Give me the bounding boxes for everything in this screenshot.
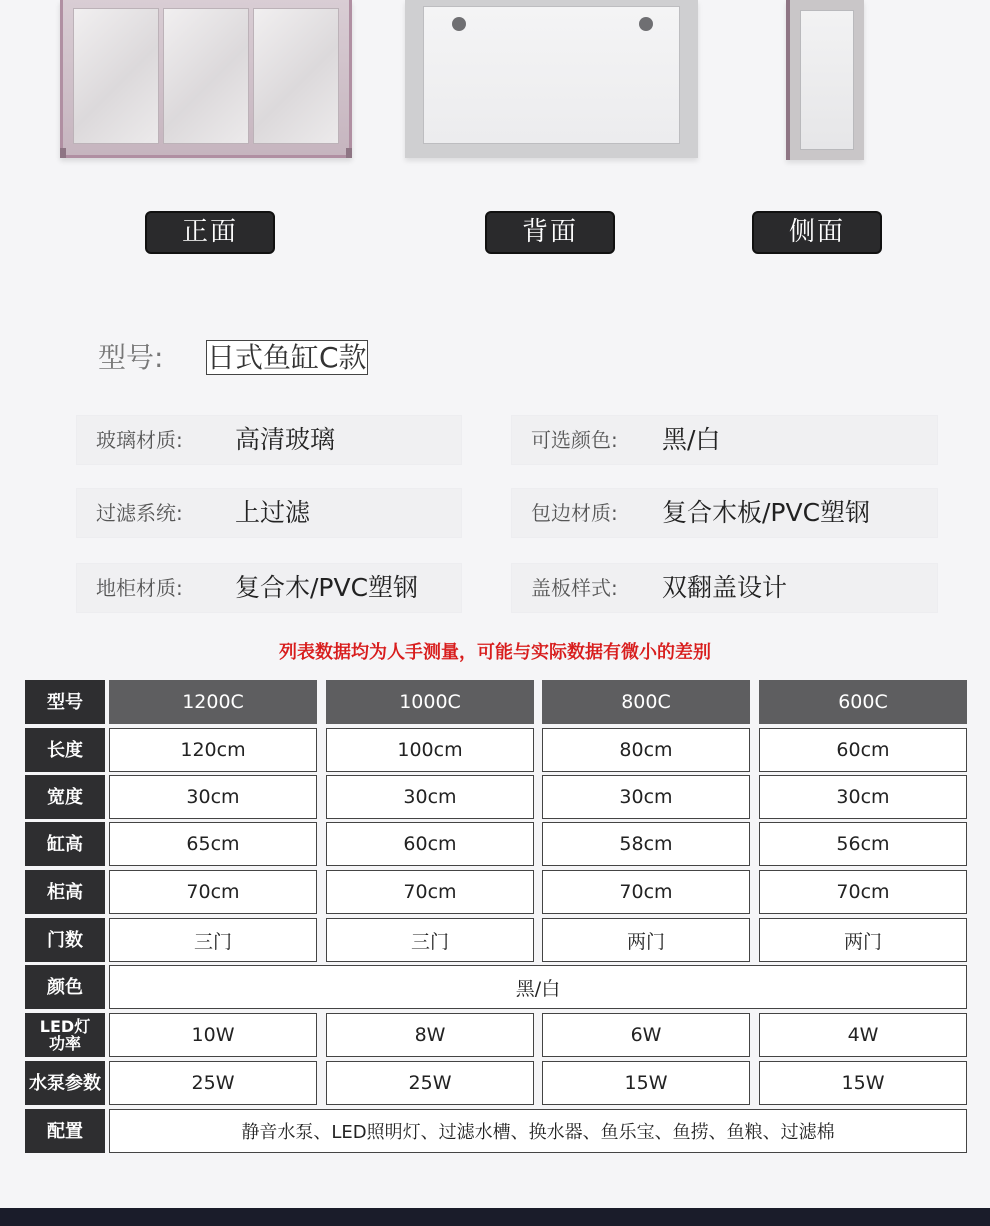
table-span-cell: 黑/白 bbox=[109, 965, 967, 1009]
back-view-image bbox=[405, 0, 698, 158]
spec-key: 过滤系统: bbox=[96, 501, 183, 525]
table-column-header: 800C bbox=[542, 680, 750, 724]
table-row-label: 配置 bbox=[25, 1109, 105, 1153]
table-row-label: 门数 bbox=[25, 918, 105, 962]
table-row-label: 缸高 bbox=[25, 822, 105, 866]
spec-value: 复合木/PVC塑钢 bbox=[235, 573, 419, 602]
table-cell: 70cm bbox=[759, 870, 967, 914]
side-panel bbox=[800, 10, 854, 150]
table-cell: 30cm bbox=[542, 775, 750, 819]
back-view-label: 背面 bbox=[485, 211, 615, 254]
table-row-label: 水泵参数 bbox=[25, 1061, 105, 1105]
model-key: 型号: bbox=[98, 341, 164, 374]
cable-hole bbox=[452, 17, 466, 31]
table-cell: 30cm bbox=[759, 775, 967, 819]
table-cell: 65cm bbox=[109, 822, 317, 866]
table-cell: 80cm bbox=[542, 728, 750, 772]
spec-item bbox=[77, 416, 461, 464]
table-cell: 60cm bbox=[759, 728, 967, 772]
table-cell: 70cm bbox=[542, 870, 750, 914]
table-cell: 58cm bbox=[542, 822, 750, 866]
table-cell: 70cm bbox=[326, 870, 534, 914]
spec-item bbox=[512, 416, 937, 464]
table-column-header: 600C bbox=[759, 680, 967, 724]
table-row-label: LED灯 功率 bbox=[25, 1013, 105, 1057]
spec-key: 可选颜色: bbox=[531, 428, 618, 452]
table-cell: 30cm bbox=[109, 775, 317, 819]
table-cell: 25W bbox=[326, 1061, 534, 1105]
table-cell: 8W bbox=[326, 1013, 534, 1057]
front-view-label: 正面 bbox=[145, 211, 275, 254]
bottom-bar bbox=[0, 1208, 990, 1226]
table-cell: 三门 bbox=[109, 918, 317, 962]
table-cell: 三门 bbox=[326, 918, 534, 962]
cabinet-leg bbox=[60, 148, 66, 158]
table-cell: 10W bbox=[109, 1013, 317, 1057]
spec-value: 复合木板/PVC塑钢 bbox=[662, 498, 871, 527]
model-value: 日式鱼缸C款 bbox=[207, 341, 367, 374]
spec-value: 黑/白 bbox=[662, 425, 721, 454]
spec-value: 双翻盖设计 bbox=[662, 573, 788, 602]
spec-item bbox=[512, 564, 937, 612]
side-view-label: 侧面 bbox=[752, 211, 882, 254]
measurement-note: 列表数据均为人手测量，可能与实际数据有微小的差别 bbox=[279, 642, 711, 663]
table-cell: 56cm bbox=[759, 822, 967, 866]
cable-hole bbox=[639, 17, 653, 31]
cabinet-door bbox=[253, 8, 339, 144]
cabinet-door bbox=[163, 8, 249, 144]
table-column-header: 1000C bbox=[326, 680, 534, 724]
model-line bbox=[98, 336, 368, 376]
table-row-label: 颜色 bbox=[25, 965, 105, 1009]
side-view-image bbox=[786, 0, 864, 160]
table-span-cell: 静音水泵、LED照明灯、过滤水槽、换水器、鱼乐宝、鱼捞、鱼粮、过滤棉 bbox=[109, 1109, 967, 1153]
table-cell: 25W bbox=[109, 1061, 317, 1105]
table-header-label: 型号 bbox=[25, 680, 105, 724]
table-cell: 120cm bbox=[109, 728, 317, 772]
table-row-label: 宽度 bbox=[25, 775, 105, 819]
spec-key: 包边材质: bbox=[531, 501, 618, 525]
front-view-image bbox=[60, 0, 352, 158]
table-cell: 70cm bbox=[109, 870, 317, 914]
table-column-header: 1200C bbox=[109, 680, 317, 724]
spec-item bbox=[512, 489, 937, 537]
table-cell: 15W bbox=[759, 1061, 967, 1105]
table-cell: 两门 bbox=[759, 918, 967, 962]
table-cell: 4W bbox=[759, 1013, 967, 1057]
table-row-label: 柜高 bbox=[25, 870, 105, 914]
table-row-label: 长度 bbox=[25, 728, 105, 772]
cabinet-door bbox=[73, 8, 159, 144]
table-cell: 15W bbox=[542, 1061, 750, 1105]
table-cell: 6W bbox=[542, 1013, 750, 1057]
spec-item bbox=[77, 564, 461, 612]
spec-key: 玻璃材质: bbox=[96, 428, 183, 452]
product-views bbox=[0, 0, 990, 170]
spec-value: 高清玻璃 bbox=[235, 425, 336, 454]
table-cell: 60cm bbox=[326, 822, 534, 866]
table-cell: 两门 bbox=[542, 918, 750, 962]
spec-key: 地柜材质: bbox=[96, 576, 183, 600]
spec-item bbox=[77, 489, 461, 537]
spec-value: 上过滤 bbox=[235, 498, 311, 527]
table-cell: 100cm bbox=[326, 728, 534, 772]
spec-key: 盖板样式: bbox=[531, 576, 618, 600]
cabinet-leg bbox=[346, 148, 352, 158]
table-cell: 30cm bbox=[326, 775, 534, 819]
